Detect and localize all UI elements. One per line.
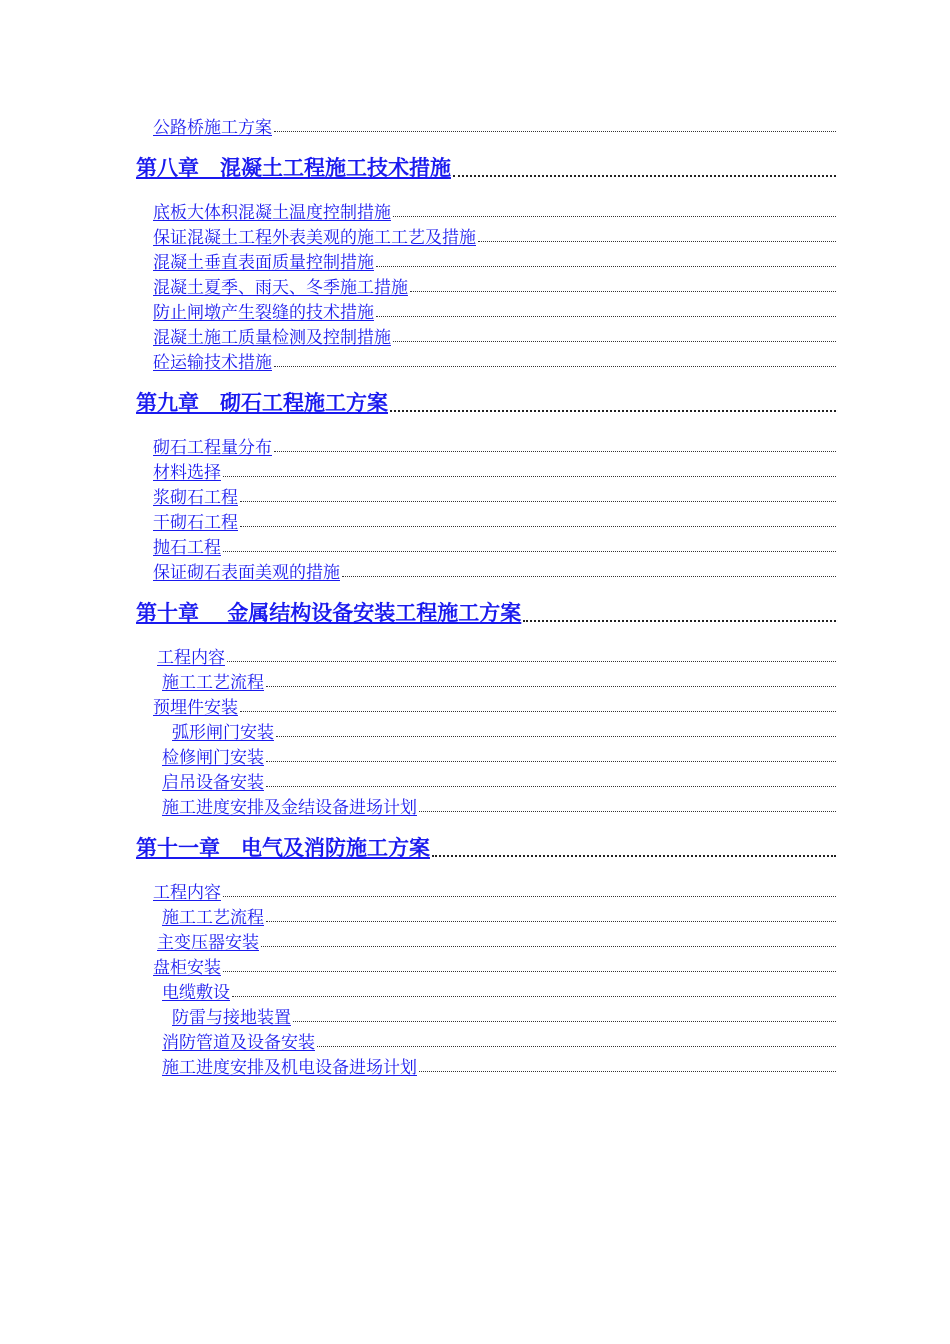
toc-link[interactable]: 施工工艺流程 [162,908,264,928]
toc-link[interactable]: 砌石工程量分布 [153,438,272,458]
table-of-contents [136,112,836,1078]
toc-link[interactable]: 保证混凝土工程外表美观的施工工艺及措施 [153,228,476,248]
toc-entry[interactable] [136,112,836,138]
chapter-link[interactable]: 第八章 混凝土工程施工技术措施 [136,155,451,180]
toc-link[interactable]: 混凝土施工质量检测及控制措施 [153,328,391,348]
toc-link[interactable]: 施工工艺流程 [162,673,264,693]
chapter-heading[interactable] [136,156,836,182]
toc-entry[interactable] [136,223,836,248]
toc-link[interactable]: 盘柜安装 [153,958,221,978]
toc-link[interactable]: 保证砌石表面美观的措施 [153,563,340,583]
toc-entry[interactable] [136,323,836,348]
dot-leader [376,266,836,267]
toc-entry[interactable] [136,458,836,483]
toc-entry[interactable] [136,928,836,953]
toc-entry[interactable] [136,1028,836,1053]
dot-leader [276,736,836,737]
toc-link[interactable]: 混凝土夏季、雨天、冬季施工措施 [153,278,408,298]
chapter-link[interactable]: 第十章 金属结构设备安装工程施工方案 [136,600,522,625]
toc-entry[interactable] [136,298,836,323]
dot-leader [393,216,836,217]
toc-entry[interactable] [136,533,836,558]
toc-link[interactable]: 公路桥施工方案 [153,118,272,138]
toc-link[interactable]: 抛石工程 [153,538,221,558]
toc-link[interactable]: 电缆敷设 [162,983,230,1003]
toc-entry[interactable] [136,273,836,298]
toc-entry[interactable] [136,693,836,718]
toc-link[interactable]: 浆砌石工程 [153,488,238,508]
dot-leader [419,811,836,812]
toc-entry[interactable] [136,198,836,223]
toc-entry[interactable] [136,433,836,458]
dot-leader [523,620,836,622]
dot-leader [478,241,836,242]
dot-leader [393,341,836,342]
dot-leader [266,761,836,762]
toc-link[interactable]: 砼运输技术措施 [153,353,272,373]
dot-leader [274,131,836,132]
dot-leader [240,711,836,712]
dot-leader [266,686,836,687]
toc-entry[interactable] [136,978,836,1003]
chapter-link[interactable]: 第十一章 电气及消防施工方案 [136,835,430,860]
toc-entry[interactable] [136,718,836,743]
dot-leader [240,526,836,527]
toc-entry[interactable] [136,793,836,818]
dot-leader [223,476,836,477]
dot-leader [410,291,836,292]
toc-entry[interactable] [136,348,836,373]
toc-entry[interactable] [136,643,836,668]
dot-leader [266,786,836,787]
dot-leader [293,1021,836,1022]
dot-leader [223,551,836,552]
chapter-heading[interactable] [136,836,836,862]
dot-leader [240,501,836,502]
toc-link[interactable]: 混凝土垂直表面质量控制措施 [153,253,374,273]
toc-entry[interactable] [136,248,836,273]
dot-leader [227,661,836,662]
toc-link[interactable]: 施工进度安排及机电设备进场计划 [162,1058,417,1078]
toc-entry[interactable] [136,768,836,793]
toc-entry[interactable] [136,1003,836,1028]
toc-entry[interactable] [136,743,836,768]
toc-entry[interactable] [136,953,836,978]
toc-entry[interactable] [136,668,836,693]
dot-leader [261,946,836,947]
toc-link[interactable]: 启吊设备安装 [162,773,264,793]
toc-entry[interactable] [136,483,836,508]
toc-link[interactable]: 工程内容 [157,648,225,668]
toc-link[interactable]: 防止闸墩产生裂缝的技术措施 [153,303,374,323]
toc-link[interactable]: 检修闸门安装 [162,748,264,768]
toc-entry[interactable] [136,558,836,583]
dot-leader [223,896,836,897]
chapter-link[interactable]: 第九章 砌石工程施工方案 [136,390,388,415]
dot-leader [453,175,836,177]
toc-entry[interactable] [136,508,836,533]
toc-link[interactable]: 工程内容 [153,883,221,903]
dot-leader [432,855,836,857]
toc-link[interactable]: 预埋件安装 [153,698,238,718]
toc-link[interactable]: 施工进度安排及金结设备进场计划 [162,798,417,818]
chapter-heading[interactable] [136,601,836,627]
dot-leader [232,996,836,997]
dot-leader [342,576,836,577]
dot-leader [390,410,836,412]
toc-link[interactable]: 弧形闸门安装 [172,723,274,743]
toc-link[interactable]: 材料选择 [153,463,221,483]
toc-entry[interactable] [136,903,836,928]
toc-entry[interactable] [136,878,836,903]
dot-leader [274,366,836,367]
dot-leader [419,1071,836,1072]
toc-link[interactable]: 消防管道及设备安装 [162,1033,315,1053]
toc-entry[interactable] [136,1053,836,1078]
toc-link[interactable]: 防雷与接地装置 [172,1008,291,1028]
dot-leader [376,316,836,317]
toc-link[interactable]: 底板大体积混凝土温度控制措施 [153,203,391,223]
dot-leader [274,451,836,452]
dot-leader [223,971,836,972]
toc-link[interactable]: 干砌石工程 [153,513,238,533]
toc-link[interactable]: 主变压器安装 [157,933,259,953]
dot-leader [317,1046,836,1047]
dot-leader [266,921,836,922]
chapter-heading[interactable] [136,391,836,417]
